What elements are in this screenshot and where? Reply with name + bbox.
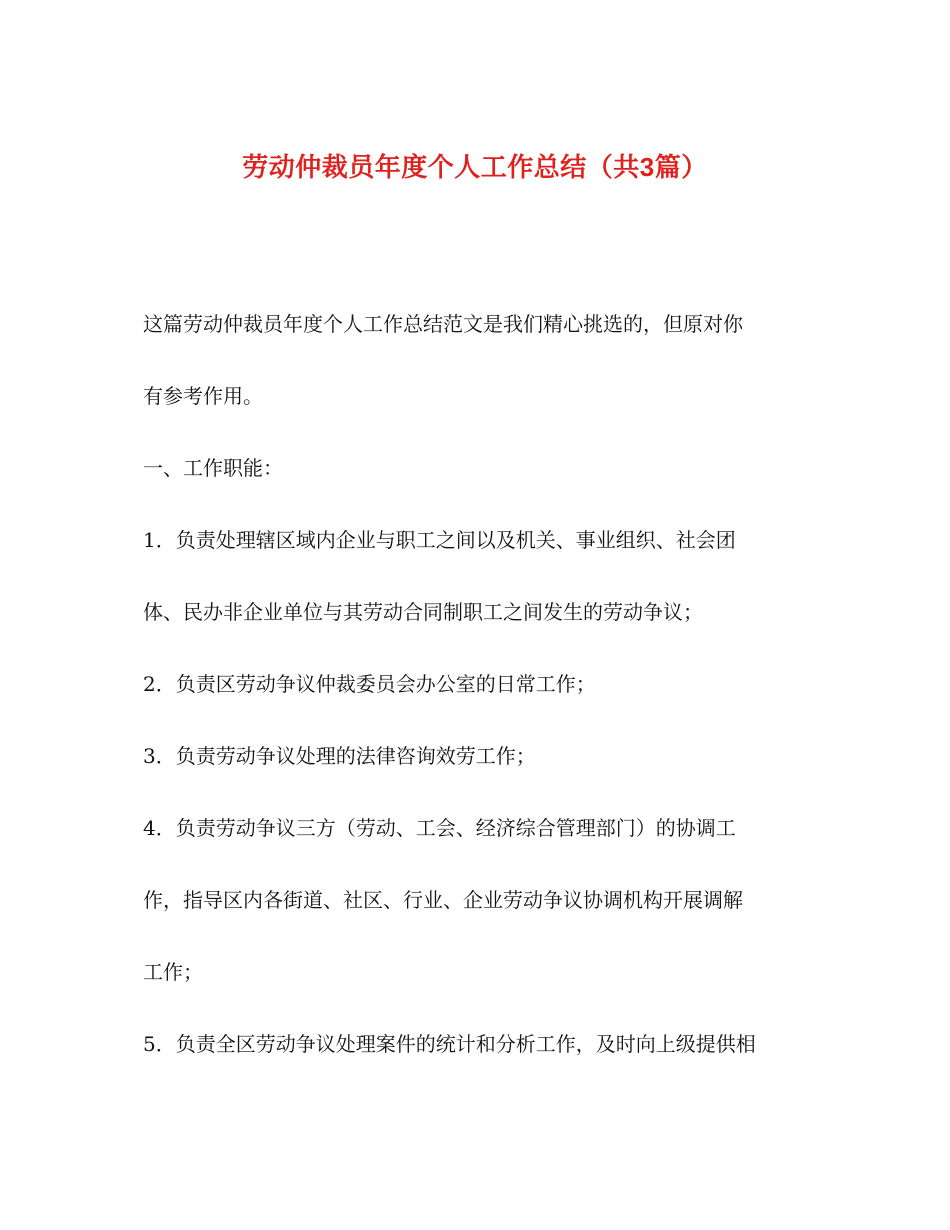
title-count-number: 3 [639,152,655,183]
title-text-part1: 劳动仲裁员年度个人工作总结（共 [242,153,640,184]
text-line-item4-b: 作，指导区内各街道、社区、行业、企业劳动争议协调机构开展调解 [143,888,743,912]
text-line-item4-a: 4．负责劳动争议三方（劳动、工会、经济综合管理部门）的协调工 [143,816,736,840]
document-title [0,147,950,188]
text-line-item2: 2．负责区劳动争议仲裁委员会办公室的日常工作； [143,672,596,696]
text-line-item4-c: 工作； [143,960,203,984]
text-line-item1-a: 1．负责处理辖区域内企业与职工之间以及机关、事业组织、社会团 [143,528,736,552]
document-body [143,288,813,1080]
text-line-intro-1: 这篇劳动仲裁员年度个人工作总结范文是我们精心挑选的，但原对你 [143,312,743,336]
text-line-item5-a: 5．负责全区劳动争议处理案件的统计和分析工作，及时向上级提供相 [143,1032,756,1056]
title-text-part2: 篇） [654,153,708,184]
section-heading-duties: 一、工作职能： [143,456,283,480]
text-line-item3: 3．负责劳动争议处理的法律咨询效劳工作； [143,744,536,768]
text-line-intro-2: 有参考作用。 [143,384,263,408]
text-line-item1-b: 体、民办非企业单位与其劳动合同制职工之间发生的劳动争议； [143,600,703,624]
